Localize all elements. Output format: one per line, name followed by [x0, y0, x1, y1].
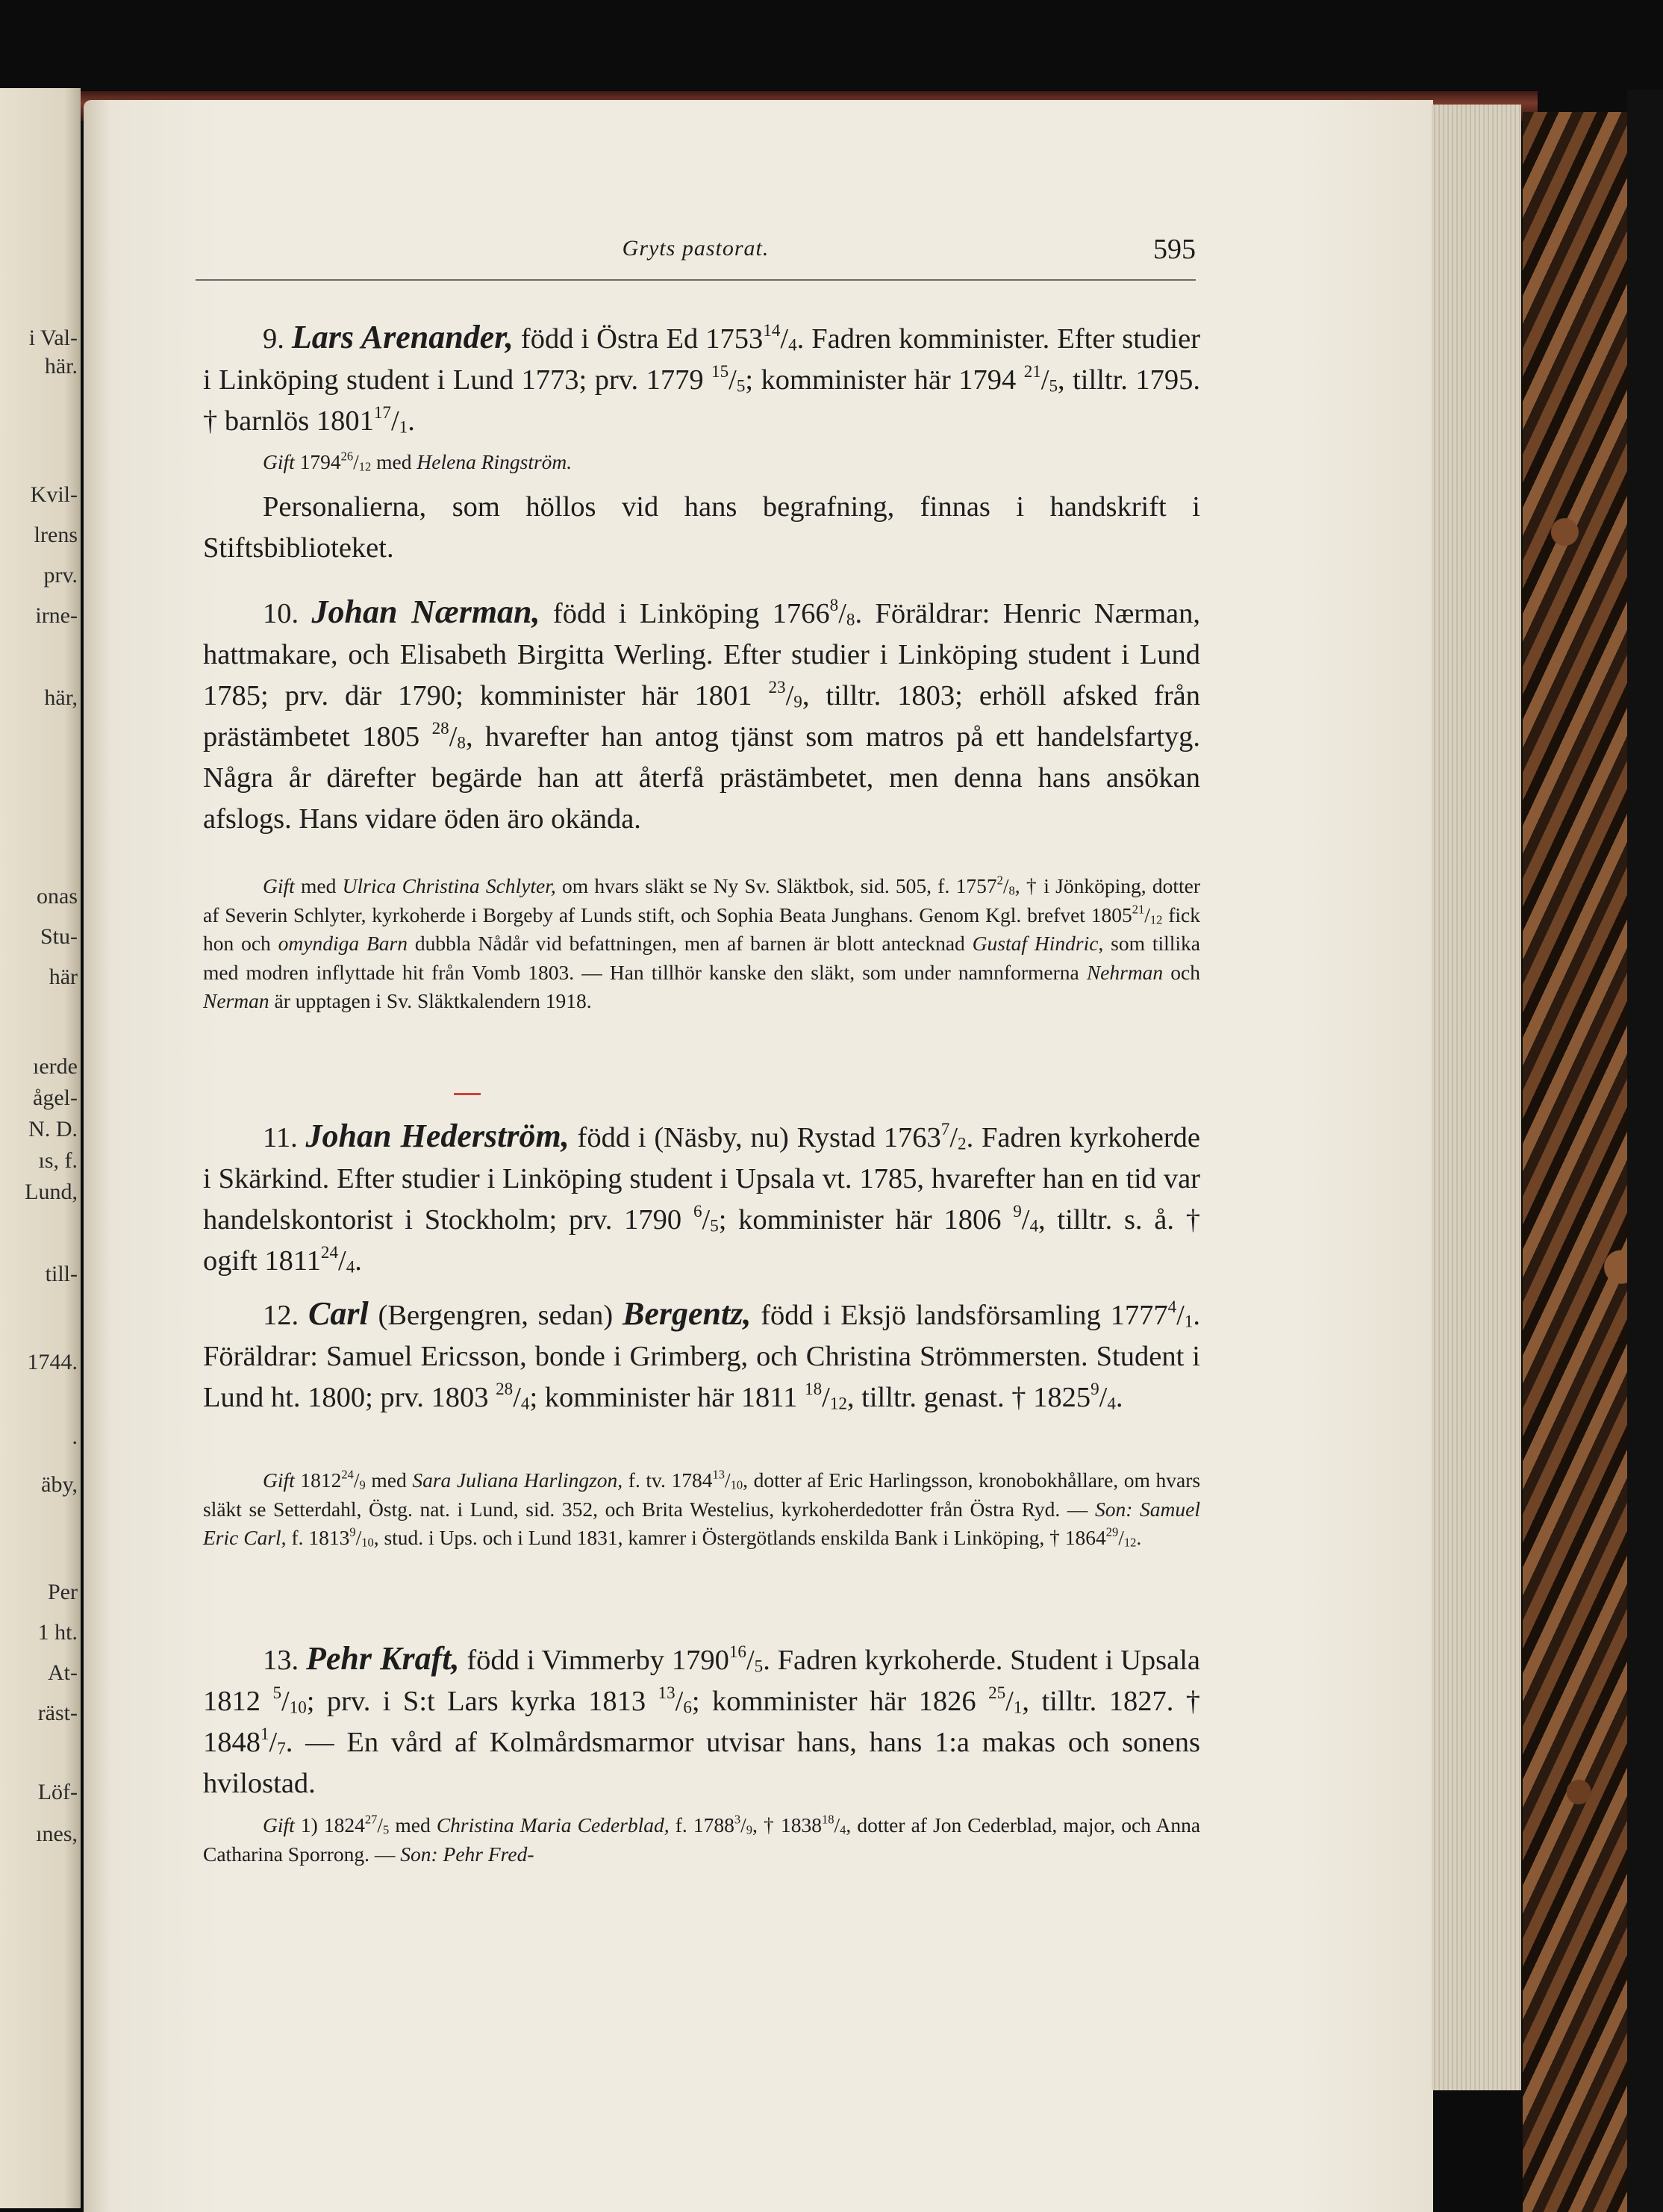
entry-12: 12. Carl (Bergengren, sedan) Bergentz, född i Eksjö landsförsamling $1777^4/_1$. Föräldrar: Samuel Ericsson, bonde i Grimberg, och Christina Strömmersten. Student i Lund ht. 1800; prv. 1803 $^{28}/_4$; komminister här 1811 $^{18}/_{12}$, tilltr. genast. † $1825^9/_4$.	[203, 1295, 1201, 1413]
text-run: och	[1170, 960, 1200, 984]
text-run: , dotter af Eric Harlingsson, kronobokhållare, om hvars släkt se Setterdahl, Östg. nat. i Lund, sid. 352, och Brita Westelius, kyrkoherdedotter från Östra Ryd. —	[203, 1468, 1201, 1521]
date-superscript: 29	[1105, 1524, 1119, 1539]
text-run: . — En vård af Kolmårdsmarmor utvisar hans, hans 1:a makas och sonens hvilostad.	[203, 1727, 1200, 1799]
margin-fragment: lrens	[34, 523, 78, 547]
date-superscript: 5	[272, 1682, 281, 1702]
date-superscript: 13	[658, 1682, 676, 1702]
date-superscript: 9	[349, 1524, 356, 1539]
text-run: ,	[752, 1813, 758, 1836]
text-run: , tilltr. 1795.	[1058, 364, 1200, 396]
italic-text: Sara Juliana Harlingzon,	[412, 1468, 623, 1492]
date-subscript: 5	[736, 376, 746, 396]
text-run: f. tv. 1784	[628, 1468, 713, 1492]
text-run: . Fadren kyrkoherde i Skärkind. Efter studier i Linköping student i Upsala vt. 1785, hvarefter han en tid var handelskontorist i Stockholm; prv. 1790	[203, 1122, 1201, 1236]
dagger-icon: †	[1049, 1526, 1060, 1549]
italic-text: Gift	[263, 450, 295, 473]
dagger-icon: †	[1026, 874, 1038, 897]
margin-fragment: .	[72, 1424, 78, 1449]
italic-text: Helena Ringström.	[416, 450, 572, 473]
entry-name: Johan Nærman,	[311, 593, 540, 630]
date-superscript: 1	[260, 1723, 269, 1743]
date-superscript: 27	[364, 1812, 378, 1827]
date-subscript: 9	[793, 691, 802, 711]
entry-number: 10.	[263, 598, 299, 629]
margin-fragment: ıerde	[33, 1054, 78, 1079]
text-run: 1794	[299, 450, 341, 473]
text-run: om hvars släkt se Ny Sv. Släktbok, sid. 505, f. 1757	[562, 874, 997, 897]
italic-text: Ulrica Christina Schlyter,	[342, 874, 556, 897]
date-superscript: 23	[768, 676, 786, 697]
margin-fragment: räst-	[37, 1701, 78, 1725]
text-run: . Fadren kyrkoherde. Student i Upsala 1812	[203, 1645, 1201, 1717]
entry-number: 12.	[263, 1300, 299, 1331]
text-run: med	[376, 450, 412, 473]
margin-fragment: prv.	[43, 563, 78, 588]
text-run: född i (Näsby, nu) Rystad 1763	[577, 1122, 941, 1153]
date-subscript: 1	[399, 417, 408, 437]
margin-fragment: ınes,	[36, 1822, 78, 1846]
text-run: , hvarefter han antog tjänst som matros på ett handelsfartyg. Några år därefter begärde han att återfå prästämbetet, men denna hans ansökan afslogs. Hans vidare öden äro okända.	[203, 721, 1200, 835]
text-run: , tilltr. 1803; erhöll afsked från prästämbetet 1805	[203, 680, 1201, 753]
note-9: Gift $1794^{26}/_{12}$ med Helena Ringström.	[263, 449, 572, 474]
margin-fragment: 1744.	[27, 1350, 78, 1374]
header-rule	[196, 279, 1196, 281]
dagger-icon: †	[203, 405, 218, 437]
date-subscript: 7	[277, 1738, 286, 1758]
date-subscript: 4	[520, 1393, 530, 1413]
text-run: född i Vimmerby 1790	[467, 1645, 729, 1676]
entry-13: 13. Pehr Kraft, född i Vimmerby $1790^{16}/_5$. Fadren kyrkoherde. Student i Upsala 1812 $^5/_{10}$; prv. i S:t Lars kyrka 1813 $^{13}/_6$; komminister här 1826 $^{25}/_1$, tilltr. 1827. † $1848^1/_7$. — En vård af Kolmårdsmarmor utvisar hans, hans 1:a makas och sonens hvilostad.	[203, 1640, 1201, 1799]
text-run: ; komminister här 1811	[529, 1382, 798, 1413]
date-superscript: 21	[1023, 361, 1041, 381]
dagger-icon: †	[1011, 1382, 1026, 1413]
margin-fragment: onas	[37, 884, 78, 909]
entry-name: Johan Hederström,	[305, 1118, 570, 1154]
date-superscript: 24	[341, 1467, 354, 1482]
italic-text: Gift	[263, 1813, 295, 1836]
text-run: född i Eksjö landsförsamling 1777	[761, 1300, 1168, 1331]
text-run: med	[395, 1813, 431, 1836]
date-subscript: 4	[1107, 1393, 1116, 1413]
date-subscript: 9	[359, 1477, 366, 1492]
date-superscript: 24	[320, 1241, 339, 1262]
date-subscript: 12	[358, 459, 372, 474]
date-superscript: 6	[693, 1200, 702, 1221]
text-run: . Fadren komminister. Efter studier i Linköping student i Lund 1773; prv. 1779	[203, 323, 1201, 396]
margin-fragment: här	[49, 965, 78, 989]
margin-fragment: 1 ht.	[37, 1620, 78, 1645]
entry-name: Pehr Kraft,	[305, 1640, 460, 1677]
dagger-icon: †	[1185, 1204, 1201, 1236]
date-subscript: 2	[958, 1133, 967, 1153]
margin-fragment: N. D.	[28, 1117, 78, 1141]
entry-11: 11. Johan Hederström, född i (Näsby, nu) Rystad $1763^7/_2$. Fadren kyrkoherde i Skärkind. Efter studier i Linköping student i Upsala vt. 1785, hvarefter han en tid var handelskontorist i Stockholm; prv. 1790 $^6/_5$; komminister här 1806 $^9/_4$, tilltr. s. å. † ogift $1811^{24}/_4$.	[203, 1118, 1201, 1277]
cover-shadow	[1627, 90, 1663, 2212]
margin-fragment: äby,	[41, 1472, 78, 1497]
margin-fragment: Stu-	[40, 924, 78, 949]
margin-fragment: Per	[48, 1580, 78, 1604]
text-run: 1812	[300, 1468, 342, 1492]
text-run: med	[371, 1468, 407, 1492]
date-subscript: 4	[346, 1256, 355, 1277]
dagger-icon: †	[1185, 1686, 1201, 1717]
date-subscript: 10	[289, 1697, 307, 1717]
text-run: .	[355, 1245, 362, 1277]
date-superscript: 18	[805, 1378, 823, 1398]
text-run: . Föräldrar: Henric Nærman, hattmakare, och Elisabeth Birgitta Werling. Efter studier i Linköping student i Lund 1785; prv. där 1790; komminister här 1801	[203, 598, 1201, 711]
date-superscript: 14	[763, 320, 781, 340]
date-superscript: 28	[496, 1378, 514, 1398]
date-superscript: 3	[734, 1812, 741, 1827]
date-subscript: 6	[683, 1697, 692, 1717]
date-subscript: 9	[746, 1822, 752, 1837]
date-subscript: 1	[1013, 1697, 1023, 1717]
date-superscript: 9	[1091, 1378, 1099, 1398]
italic-text: omyndiga Barn	[278, 932, 408, 955]
entry-10: 10. Johan Nærman, född i Linköping $1766^8/_8$. Föräldrar: Henric Nærman, hattmakare, och Elisabeth Birgitta Werling. Efter studier i Linköping student i Lund 1785; prv. där 1790; komminister här 1801 $^{23}/_9$, tilltr. 1803; erhöll afsked från prästämbetet 1805 $^{28}/_8$, hvarefter han antog tjänst som matros på ett handelsfartyg. Några år därefter begärde han att återfå prästämbetet, men denna hans ansökan afslogs. Hans vidare öden äro okända.	[203, 593, 1201, 835]
text-run: i Jönköping, dotter af Severin Schlyter, kyrkoherde i Borgeby af Lunds stift, och Sophia Beata Junghans. Genom Kgl. brefvet 1805	[203, 874, 1200, 926]
date-subscript: 5	[754, 1656, 764, 1676]
dagger-icon: †	[763, 1813, 775, 1836]
entry-number: 9.	[263, 323, 284, 355]
date-superscript: 7	[940, 1118, 950, 1138]
text-run: .	[1136, 1526, 1142, 1549]
date-subscript: 10	[361, 1535, 374, 1550]
date-subscript: 1	[1184, 1311, 1194, 1331]
margin-fragment: här,	[44, 685, 78, 710]
text-run: född i Östra Ed 1753	[520, 323, 764, 355]
italic-text: Gift	[263, 1468, 295, 1492]
text-run: , tilltr. 1827.	[1022, 1686, 1174, 1717]
previous-page-margin	[0, 88, 81, 2208]
margin-fragment: till-	[45, 1262, 78, 1286]
margin-fragment: Löf-	[37, 1780, 78, 1804]
text-run: . Föräldrar: Samuel Ericsson, bonde i Grimberg, och Christina Strömmersten. Student i Lund ht. 1800; prv. 1803	[203, 1300, 1201, 1413]
margin-fragment: Kvil-	[30, 482, 78, 507]
margin-fragment: At-	[48, 1660, 78, 1685]
text-run: , dotter af Jon Cederblad, major, och Anna Catharina Sporrong. —	[203, 1813, 1201, 1866]
margin-fragment: ıs, f.	[38, 1148, 78, 1173]
date-subscript: 12	[829, 1393, 847, 1413]
entry-9: 9. Lars Arenander, född i Östra Ed $1753^{14}/_4$. Fadren komminister. Efter studier i Linköping student i Lund 1773; prv. 1779 $^{15}/_5$; komminister här 1794 $^{21}/_5$, tilltr. 1795. † barnlös $1801^{17}/_1$.	[203, 319, 1201, 437]
date-subscript: 8	[846, 609, 855, 629]
date-subscript: 12	[1123, 1535, 1137, 1550]
text-run: f. 1788	[675, 1813, 734, 1836]
date-subscript: 8	[1008, 883, 1015, 898]
date-subscript: 12	[1149, 912, 1163, 926]
text-run: som tillika med modren inflyttade hit från Vomb 1803. — Han tillhör kanske den släkt, som under namnformerna	[203, 932, 1201, 984]
date-subscript: 10	[730, 1477, 743, 1492]
entry-number: 13.	[263, 1645, 299, 1676]
date-superscript: 2	[996, 873, 1003, 888]
text-run: 1838	[781, 1813, 823, 1836]
date-subscript: 5	[1049, 376, 1058, 396]
date-subscript: 5	[383, 1822, 390, 1837]
text-run: 1) 1824	[300, 1813, 365, 1836]
date-subscript: 4	[1029, 1215, 1039, 1236]
text-run: är upptagen i Sv. Släktkalendern 1918.	[274, 989, 592, 1012]
text-run: ; komminister här 1794	[745, 364, 1017, 396]
date-subscript: 4	[840, 1822, 846, 1837]
text-run: med	[301, 874, 337, 897]
italic-text: Son: Pehr Fred-	[400, 1842, 534, 1866]
text-run: ; prv. i S:t Lars kyrka 1813	[306, 1686, 646, 1717]
text-run: ; komminister här 1806	[718, 1204, 1002, 1236]
text-run: fick hon och	[203, 903, 1200, 955]
entry-name: Carl	[308, 1295, 369, 1332]
italic-text: Nehrman	[1086, 960, 1164, 984]
text-run: , tilltr. genast.	[846, 1382, 1005, 1413]
date-superscript: 25	[988, 1682, 1006, 1702]
running-head	[196, 236, 1196, 275]
text-run: född i Linköping 1766	[552, 598, 830, 629]
date-superscript: 8	[829, 594, 839, 614]
note-10: Gift med Ulrica Christina Schlyter, om hvars släkt se Ny Sv. Släktbok, sid. 505, f. $1757^2/_8$, † i Jönköping, dotter af Severin Schlyter, kyrkoherde i Borgeby af Lunds stift, och Sophia Beata Junghans. Genom Kgl. brefvet $1805^{21}/_{12}$ fick hon och omyndiga Barn dubbla Nådår vid befattningen, men af barnen är blott antecknad Gustaf Hindric, som tillika med modren inflyttade hit från Vomb 1803. — Han tillhör kanske den släkt, som under namnformerna Nehrman och Nerman är upptagen i Sv. Släktkalendern 1918.	[203, 873, 1201, 1012]
margin-fragment: här.	[44, 354, 78, 378]
margin-fragment: ågel-	[33, 1085, 78, 1110]
page-block-edge	[1432, 105, 1521, 2090]
text-run: 1825	[1033, 1382, 1091, 1413]
italic-text: Gift	[263, 874, 295, 897]
text-run: barnlös 1801	[224, 405, 374, 437]
date-superscript: 26	[340, 449, 354, 464]
text-run: 1848	[203, 1727, 260, 1758]
date-superscript: 21	[1132, 901, 1145, 916]
text-run: , stud. i Ups. och i Lund 1831, kamrer i Östergötlands enskilda Bank i Linköping,	[373, 1526, 1045, 1549]
entry-number: 11.	[263, 1122, 298, 1153]
date-superscript: 9	[1013, 1200, 1022, 1221]
note-13: Gift 1) $1824^{27}/_5$ med Christina Maria Cederblad, f. $1788^3/_9$, † $1838^{18}/_4$, dotter af Jon Cederblad, major, och Anna Catharina Sporrong. — Son: Pehr Fred-	[203, 1812, 1201, 1866]
paragraph-personalia: Personalierna, som höllos vid hans begrafning, finnas i handskrift i Stiftsbiblioteket.	[203, 491, 1200, 564]
running-head-title: Gryts pastorat.	[622, 236, 770, 261]
date-superscript: 16	[728, 1641, 746, 1661]
text-run: ,	[1014, 874, 1020, 897]
text-run: ogift 1811	[203, 1245, 321, 1277]
entry-surname: Bergentz,	[623, 1295, 752, 1332]
margin-fragment: irne-	[35, 603, 78, 628]
italic-text: Nerman	[203, 989, 269, 1012]
text-run: 1864	[1064, 1526, 1106, 1549]
date-superscript: 15	[711, 361, 729, 381]
text-run: ; komminister här 1826	[691, 1686, 976, 1717]
text-run: f. 1813	[291, 1526, 350, 1549]
note-12: Gift $1812^{24}/_9$ med Sara Juliana Harlingzon, f. tv. $1784^{13}/_{10}$, dotter af Eric Harlingsson, kronobokhållare, om hvars släkt se Setterdahl, Östg. nat. i Lund, sid. 352, och Brita Westelius, kyrkoherdedotter från Östra Ryd. — Son: Samuel Eric Carl, f. $1813^9/_{10}$, stud. i Ups. och i Lund 1831, kamrer i Östergötlands enskilda Bank i Linköping, † $1864^{29}/_{12}$.	[203, 1467, 1201, 1550]
date-superscript: 4	[1167, 1296, 1177, 1316]
margin-fragment: Lund,	[25, 1180, 78, 1204]
date-subscript: 4	[788, 334, 797, 355]
italic-text: Gustaf Hindric,	[972, 932, 1104, 955]
text-run: (Bergengren, sedan)	[378, 1300, 614, 1331]
date-subscript: 8	[457, 732, 466, 753]
text-run: dubbla Nådår vid befattningen, men af barnen är blott antecknad	[414, 932, 965, 955]
date-subscript: 5	[710, 1215, 719, 1236]
date-superscript: 28	[431, 717, 449, 738]
red-mark	[454, 1093, 481, 1095]
date-superscript: 13	[712, 1467, 725, 1482]
margin-fragment: i Val-	[28, 325, 78, 350]
text-run: .	[1115, 1382, 1123, 1413]
page-number: 595	[1153, 234, 1196, 265]
text-run: , tilltr. s. å.	[1038, 1204, 1175, 1236]
date-superscript: 18	[822, 1812, 834, 1827]
entry-name: Lars Arenander,	[291, 319, 514, 355]
italic-text: Son: Samuel Eric Carl,	[203, 1497, 1200, 1549]
date-superscript: 17	[373, 402, 391, 422]
italic-text: Christina Maria Cederblad,	[436, 1813, 670, 1836]
text-run: .	[408, 405, 415, 437]
